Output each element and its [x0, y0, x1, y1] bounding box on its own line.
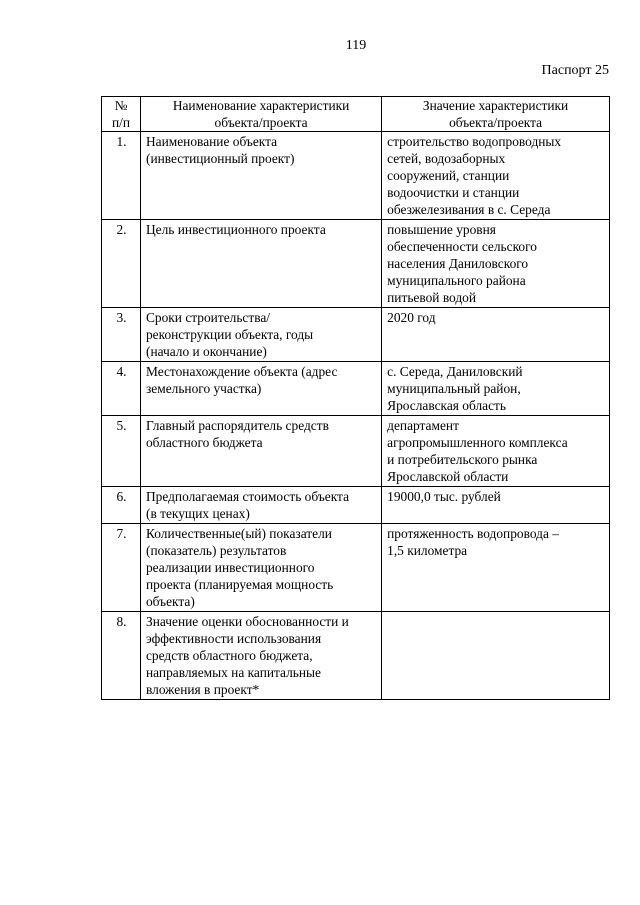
row-value: 2020 год — [382, 308, 610, 362]
row-number: 3. — [102, 308, 141, 362]
row-number: 5. — [102, 416, 141, 487]
row-number: 6. — [102, 487, 141, 524]
row-name: Значение оценки обоснованности и эффективности использования средств областного бюджета, направляемых на капитальные вложения в проект* — [140, 612, 381, 700]
row-value — [382, 612, 610, 700]
row-value: повышение уровня обеспеченности сельского населения Даниловского муниципального района питьевой водой — [382, 220, 610, 308]
row-number: 2. — [102, 220, 141, 308]
table-row — [102, 132, 610, 220]
passport-table — [101, 96, 610, 700]
page-number: 119 — [345, 38, 367, 53]
row-name: Цель инвестиционного проекта — [140, 220, 381, 308]
row-number: 1. — [102, 132, 141, 220]
header-name: Наименование характеристики объекта/проекта — [140, 97, 381, 132]
row-value: строительство водопроводных сетей, водозаборных сооружений, станции водоочистки и станции обезжелезивания в с. Середа — [382, 132, 610, 220]
row-number: 4. — [102, 362, 141, 416]
table-row — [102, 308, 610, 362]
row-value: протяженность водопровода – 1,5 километра — [382, 524, 610, 612]
row-name: Сроки строительства/ реконструкции объекта, годы (начало и окончание) — [140, 308, 381, 362]
row-number: 7. — [102, 524, 141, 612]
row-name: Местонахождение объекта (адрес земельного участка) — [140, 362, 381, 416]
row-value: с. Середа, Даниловский муниципальный район, Ярославская область — [382, 362, 610, 416]
row-name: Наименование объекта (инвестиционный проект) — [140, 132, 381, 220]
header-num: № п/п — [102, 97, 141, 132]
row-value: департамент агропромышленного комплекса и потребительского рынка Ярославской области — [382, 416, 610, 487]
row-name: Количественные(ый) показатели (показатель) результатов реализации инвестиционного проекта (планируемая мощность объекта) — [140, 524, 381, 612]
row-number: 8. — [102, 612, 141, 700]
table-row — [102, 416, 610, 487]
table-row — [102, 362, 610, 416]
passport-label: Паспорт 25 — [541, 63, 609, 78]
table-row — [102, 524, 610, 612]
table-header-row — [102, 97, 610, 132]
header-value: Значение характеристики объекта/проекта — [382, 97, 610, 132]
table-row — [102, 220, 610, 308]
row-name: Предполагаемая стоимость объекта (в текущих ценах) — [140, 487, 381, 524]
table-row — [102, 487, 610, 524]
row-value: 19000,0 тыс. рублей — [382, 487, 610, 524]
table-row — [102, 612, 610, 700]
row-name: Главный распорядитель средств областного бюджета — [140, 416, 381, 487]
